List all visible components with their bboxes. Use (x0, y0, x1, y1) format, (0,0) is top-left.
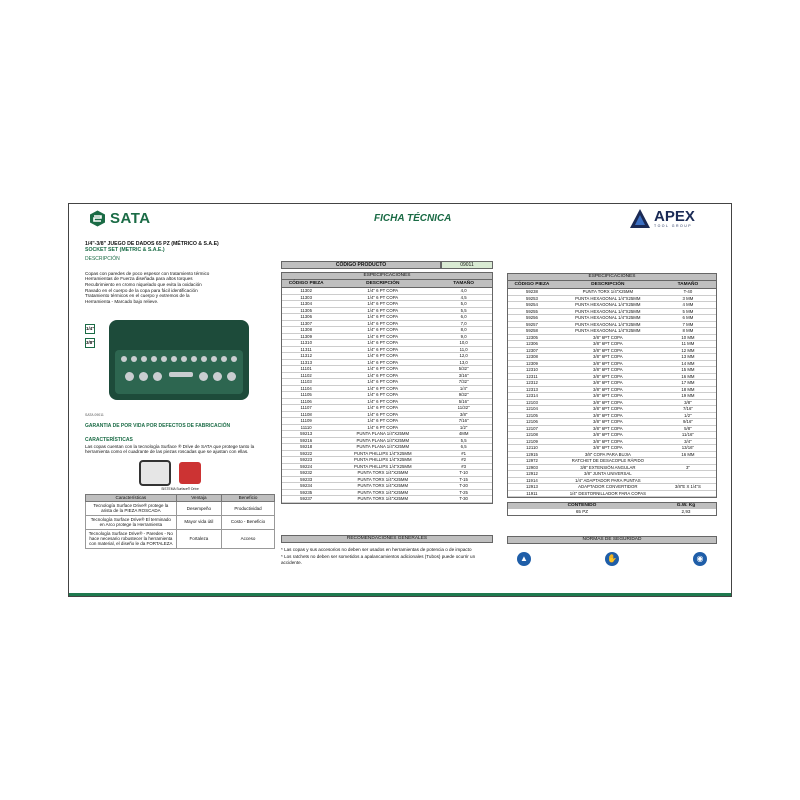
table-cell: 1/4" 6 PT COPA (330, 398, 435, 405)
table-cell: T-10 (435, 470, 492, 477)
table-cell: Productividad (222, 501, 275, 515)
warranty-text: GARANTIA DE POR VIDA POR DEFECTOS DE FABRICACIÓN (85, 423, 231, 430)
table-cell: 1/4" 6 PT COPA (330, 314, 435, 321)
table-cell: 59256 (508, 315, 556, 322)
safety-rules (507, 536, 717, 566)
table-cell: PUNTA PLANA 1/4"X25MM (330, 437, 435, 444)
table-cell: 12107 (508, 425, 556, 432)
table-header: TAMAÑO (660, 281, 716, 289)
table-header-row (86, 495, 275, 502)
table-cell: 12,0 (435, 353, 492, 360)
table-cell: PUNTA HEXAGONAL 1/4"X25MM (556, 315, 660, 322)
table-cell: 11304 (282, 301, 330, 308)
brand-name: SATA (110, 210, 151, 227)
features-heading: CARACTERÍSTICAS (85, 436, 133, 443)
table-cell: 1/4" DESTORNILLADOR PARA COPAS (556, 490, 660, 497)
weight-value: 2,93 (681, 509, 691, 514)
description-line: Herramienta - Marcado bajo relieve. (85, 298, 159, 304)
table-cell: 12313 (508, 386, 556, 393)
table-cell: 12103 (508, 399, 556, 406)
table-cell: 59258 (508, 328, 556, 335)
table-cell: #2 (435, 457, 492, 464)
table-header-row (282, 280, 492, 288)
table-cell: PUNTA TORX 1/4"X25MM (330, 489, 435, 496)
product-code-value: 09011 (441, 261, 493, 269)
table-cell: 12310 (508, 367, 556, 374)
page-title: FICHA TÉCNICA (374, 213, 452, 224)
table-cell: 12309 (508, 360, 556, 367)
table-cell: 3/8" 6PT COPA (556, 360, 660, 367)
table-cell: 1/4" 6 PT COPA (330, 340, 435, 347)
table-cell: 8 MM (660, 328, 716, 335)
table-cell: 12314 (508, 393, 556, 400)
table-cell: ADAPTADOR CONVERTIDOR (556, 484, 660, 491)
weight-label: G.W. Kg (676, 503, 696, 508)
table-row (86, 501, 275, 515)
table-cell: 7 MM (660, 321, 716, 328)
specs-right-body (508, 289, 716, 497)
table-cell: 11303 (282, 294, 330, 301)
table-cell: 5 MM (660, 308, 716, 315)
table-cell: 10 MM (660, 334, 716, 341)
table-cell: 1/4" 6 PT COPA (330, 385, 435, 392)
table-cell: 11101 (282, 366, 330, 373)
table-cell: 12305 (508, 334, 556, 341)
description (85, 271, 275, 305)
table-cell: 1/4" ADAPTADOR PARA PUNTAS (556, 477, 660, 484)
footer-bar (69, 593, 731, 596)
table-cell: 1/4" 6 PT COPA (330, 320, 435, 327)
table-cell: 59237 (282, 496, 330, 503)
table-cell: 12913 (508, 484, 556, 491)
table-cell: 5,0 (435, 301, 492, 308)
table-cell: 11108 (282, 411, 330, 418)
product-subtitle: SOCKET SET (METRIC & S.A.E.) (85, 246, 165, 253)
table-cell: 4,0 (435, 288, 492, 295)
contents-label: CONTENIDO (567, 503, 597, 508)
features-text: Las copas cuentan con la tecnología Surface ® Drive de SATA que protege tanto la herramienta como el cuadrante de las piezas roscadas que se ajustan con ellas. (85, 443, 255, 455)
table-cell: 1/4" 6 PT COPA (330, 353, 435, 360)
table-cell: 3/8" 6PT COPA (556, 373, 660, 380)
table-header: DESCRIPCIÓN (330, 280, 435, 288)
recommendation-item: * Las copas y sus accesorios no deben ser usados en herramientas de potencia o de impacto (281, 547, 472, 552)
table-cell: 6,5 (435, 444, 492, 451)
table-cell: 12915 (508, 451, 556, 458)
table-cell: 59255 (508, 308, 556, 315)
product-code-label: CÓDIGO PRODUCTO (281, 261, 441, 269)
recommendations (281, 535, 493, 566)
table-cell: PUNTA HEXAGONAL 1/4"X25MM (556, 328, 660, 335)
table-cell: 3/8" 6PT COPA (556, 445, 660, 452)
table-cell: 11302 (282, 288, 330, 295)
table-cell: 11911 (508, 490, 556, 497)
recommendation-item: * Los ratchets no deben ser sometidos a apalancamientos adicionales (Tubos) puede ocurrir un accidente. (281, 554, 476, 565)
left-column (85, 242, 275, 549)
description-line: Copas con paredes de poco espesor con tratamiento térmico (85, 270, 210, 276)
table-cell: PUNTA HEXAGONAL 1/4"X25MM (556, 302, 660, 309)
table-header-row (508, 281, 716, 289)
table-cell: Tecnología Surface Drive® protege la arista de la PIEZA ROSCADA (86, 501, 177, 515)
table-cell: 12109 (508, 438, 556, 445)
table-cell: PUNTA PLANA 1/4"X25MM (330, 431, 435, 438)
table-cell: 16 MM (660, 451, 716, 458)
table-cell: T-15 (435, 476, 492, 483)
table-cell: Tecnología Surface Drive® - Paredes - No hace necesario robustecer la herramienta con material, el diseño le da FORTALEZA (86, 529, 177, 548)
table-cell: 19 MM (660, 393, 716, 400)
table-cell: 3/8" 6PT COPA (556, 406, 660, 413)
table-cell: T-30 (435, 496, 492, 503)
description-line: Ravado en el cuerpo de la copa para fácil identificación (85, 287, 198, 293)
table-cell: 59213 (282, 431, 330, 438)
table-cell: 1/4" 6 PT COPA (330, 294, 435, 301)
table-cell: #1 (435, 450, 492, 457)
table-cell: 9/32" (435, 392, 492, 399)
table-cell: 59232 (282, 470, 330, 477)
table-cell: 11110 (282, 424, 330, 431)
surface-caption: SISTEMA Surface® Drive (161, 486, 199, 491)
table-cell: 1/4" 6 PT COPA (330, 301, 435, 308)
table-cell: 7/32" (435, 379, 492, 386)
table-cell: 12110 (508, 445, 556, 452)
table-cell: 59224 (282, 463, 330, 470)
table-cell: 6,0 (435, 314, 492, 321)
table-cell: 14 MM (660, 360, 716, 367)
table-cell: 11310 (282, 340, 330, 347)
table-cell: 3/8" 6PT COPA (556, 438, 660, 445)
table-cell: 3/8" 6PT COPA (556, 380, 660, 387)
table-cell: 59233 (282, 476, 330, 483)
table-cell: 3/8" 6PT COPA (556, 341, 660, 348)
table-cell: 1/4" 6 PT COPA (330, 418, 435, 425)
table-cell: 3/8" 6PT COPA (556, 419, 660, 426)
table-cell: 4,5 (435, 294, 492, 301)
table-cell: 7/16" (660, 406, 716, 413)
table-cell: 1/4" 6 PT COPA (330, 366, 435, 373)
table-cell: 3/8" 6PT COPA (556, 367, 660, 374)
description-line: Tratamiento térmicos en el cuerpo y extremos de la (85, 293, 190, 299)
table-cell: 1/4" 6 PT COPA (330, 346, 435, 353)
table-cell: 17 MM (660, 380, 716, 387)
image-caption: SATA 09011 (85, 412, 104, 417)
table-cell: PUNTA HEXAGONAL 1/4"X25MM (556, 295, 660, 302)
drive-badge-three-eighths: 3/8" (85, 338, 95, 348)
gloves-icon: ✋ (605, 552, 619, 566)
table-cell: PUNTA PLANA 1/4"X25MM (330, 444, 435, 451)
right-column (507, 273, 717, 516)
table-cell: 11104 (282, 385, 330, 392)
product-code (281, 261, 493, 269)
apex-logo (629, 208, 695, 230)
table-cell: 1/4" 6 PT COPA (330, 379, 435, 386)
table-cell: 11313 (282, 359, 330, 366)
table-cell: 13/16" (660, 445, 716, 452)
table-cell: 7/16" (435, 418, 492, 425)
table-cell: 13 MM (660, 354, 716, 361)
contents-row (508, 509, 716, 515)
table-cell: PUNTA HEXAGONAL 1/4"X25MM (556, 308, 660, 315)
table-cell: 12903 (508, 464, 556, 471)
table-cell: #3 (435, 463, 492, 470)
table-cell: 1/4" (435, 385, 492, 392)
partner-sub: TOOL GROUP (654, 224, 693, 228)
apex-emblem-icon (629, 208, 651, 230)
table-cell: 1/2" (660, 412, 716, 419)
table-row (86, 529, 275, 548)
table-cell: 11105 (282, 392, 330, 399)
table-cell: 11102 (282, 372, 330, 379)
table-cell: 12308 (508, 354, 556, 361)
safety-heading: NORMAS DE SEGURIDAD (507, 536, 717, 544)
table-cell: 1/4" 6 PT COPA (330, 359, 435, 366)
specs-heading: ESPECIFICACIONES (508, 274, 716, 281)
table-cell: 12106 (508, 419, 556, 426)
table-cell: 16 MM (660, 373, 716, 380)
table-cell: 9,0 (435, 333, 492, 340)
table-cell: 59238 (508, 289, 556, 296)
table-cell: 3/8" 6PT COPA (556, 347, 660, 354)
table-cell: PUNTA TORX 1/4"X25MM (330, 496, 435, 503)
contents-value: 65 PZ (575, 509, 589, 514)
table-header: Características (86, 495, 177, 502)
table-cell: 12307 (508, 347, 556, 354)
table-cell: 15 MM (660, 367, 716, 374)
safety-boots-icon: ▲ (517, 552, 531, 566)
table-cell: 7,0 (435, 320, 492, 327)
table-cell: Fortaleza (176, 529, 221, 548)
surface-drive-image (139, 460, 275, 486)
table-cell: 11311 (282, 346, 330, 353)
datasheet (68, 203, 732, 597)
table-cell: 18 MM (660, 386, 716, 393)
table-cell: 3/8" 6PT COPA (556, 334, 660, 341)
table-cell: Costo - Beneficio (222, 515, 275, 529)
table-cell: 12912 (508, 471, 556, 478)
table-cell: 1/4" 6 PT COPA (330, 307, 435, 314)
table-cell: 11106 (282, 398, 330, 405)
table-cell: 3/16" (435, 372, 492, 379)
table-cell: Tecnología Surface Drive® El terminado en Arco protege la Herramienta (86, 515, 177, 529)
table-cell: 6 MM (660, 315, 716, 322)
specs-table-left (281, 272, 493, 504)
table-cell: 59254 (508, 302, 556, 309)
table-cell: 5/8" (660, 425, 716, 432)
table-cell: Desempeño (176, 501, 221, 515)
features-table (85, 494, 275, 548)
table-cell: 5,5 (435, 437, 492, 444)
table-cell: 59223 (282, 457, 330, 464)
table-cell: 3/8" 6PT COPA (556, 425, 660, 432)
sata-emblem-icon (89, 210, 106, 227)
table-cell: 11109 (282, 418, 330, 425)
table-cell: 11312 (282, 353, 330, 360)
table-row (282, 496, 492, 503)
specs-heading: ESPECIFICACIONES (282, 273, 492, 280)
description-line: Herramientas de Fuerza diseñada para altos torques (85, 276, 193, 282)
table-cell: 5,5 (435, 307, 492, 314)
table-cell: 12311 (508, 373, 556, 380)
table-cell: 11,0 (435, 346, 492, 353)
table-cell: 12972 (508, 458, 556, 465)
table-cell: 12108 (508, 432, 556, 439)
table-cell: 10,0 (435, 340, 492, 347)
table-cell: RATCHET DE DESACOPLE RÁPIDO (556, 458, 660, 465)
table-cell: 1/4" 6 PT COPA (330, 424, 435, 431)
table-cell: 3/8" (435, 411, 492, 418)
contents-box (507, 502, 717, 516)
table-cell: 11/32" (435, 405, 492, 412)
table-cell: 1/2" (435, 424, 492, 431)
table-cell: 11307 (282, 320, 330, 327)
table-cell: 1/4" 6 PT COPA (330, 327, 435, 334)
table-cell: 3/8" 6PT COPA (556, 386, 660, 393)
table-cell: 3/8" COPA PARA BUJIA (556, 451, 660, 458)
table-cell: 11309 (282, 333, 330, 340)
table-cell: 1/4" 6 PT COPA (330, 411, 435, 418)
table-cell: 3/8" EXTENSIÓN ANGULAR (556, 464, 660, 471)
table-cell: 3/8" 6PT COPA (556, 412, 660, 419)
description-heading: DESCRIPCIÓN (85, 256, 120, 263)
specs-table-right (507, 273, 717, 498)
table-cell: PUNTA TORX 1/4"X25MM (556, 289, 660, 296)
table-cell: 12104 (508, 406, 556, 413)
table-cell: 11 MM (660, 341, 716, 348)
table-cell: 59234 (282, 483, 330, 490)
table-cell: PUNTA TORX 1/4"X25MM (330, 476, 435, 483)
header-bar (69, 204, 731, 239)
table-cell: 3/8" 6PT COPA (556, 432, 660, 439)
table-cell: 8,0 (435, 327, 492, 334)
table-cell: 11305 (282, 307, 330, 314)
table-cell: Acceso (222, 529, 275, 548)
table-cell: T-40 (660, 289, 716, 296)
table-row (86, 515, 275, 529)
table-cell: PUNTA PHILLIPS 1/4"X25MM (330, 450, 435, 457)
safety-glasses-icon: ◉ (693, 552, 707, 566)
table-cell: 59235 (282, 489, 330, 496)
table-cell: 59257 (508, 321, 556, 328)
table-header: TAMAÑO (435, 280, 492, 288)
table-cell: 11/16" (660, 432, 716, 439)
table-cell: PUNTA PHILLIPS 1/4"X25MM (330, 463, 435, 470)
drive-badge-quarter: 1/4" (85, 324, 95, 334)
table-cell: 59222 (282, 450, 330, 457)
table-cell: T-20 (435, 483, 492, 490)
table-cell: 11306 (282, 314, 330, 321)
table-cell: 12312 (508, 380, 556, 387)
table-cell (660, 490, 716, 497)
table-row (508, 490, 716, 497)
surface-drive-detail (179, 462, 201, 484)
table-cell: 3/8"E X 1/4"S (660, 484, 716, 491)
partner-brand: APEX (654, 208, 695, 225)
table-cell: 3/8" JUNTA UNIVERSAL (556, 471, 660, 478)
table-cell: 11308 (282, 327, 330, 334)
table-cell: 12306 (508, 341, 556, 348)
middle-column (281, 261, 493, 504)
table-cell: PUNTA TORX 1/4"X25MM (330, 470, 435, 477)
table-cell: PUNTA HEXAGONAL 1/4"X25MM (556, 321, 660, 328)
table-cell: 59253 (508, 295, 556, 302)
sata-logo (89, 210, 151, 227)
table-cell: 9/16" (660, 419, 716, 426)
table-cell: 1/4" 6 PT COPA (330, 288, 435, 295)
table-header: Ventaja (176, 495, 221, 502)
table-cell: 3" (660, 464, 716, 471)
description-line: Recubrimiento en cromo niquelado que evita la oxidación (85, 281, 202, 287)
product-title: 1/4"-3/8" JUEGO DE DADOS 65 PZ (MÉTRICO & S.A.E) (85, 241, 219, 247)
table-header: CÓDIGO PIEZA (508, 281, 556, 289)
table-header: CÓDIGO PIEZA (282, 280, 330, 288)
table-cell: 1/4" 6 PT COPA (330, 405, 435, 412)
table-cell: 12105 (508, 412, 556, 419)
table-cell: 1/4" 6 PT COPA (330, 392, 435, 399)
table-cell: 59218 (282, 444, 330, 451)
table-cell: 1/4" 6 PT COPA (330, 372, 435, 379)
table-cell: 1/4" 6 PT COPA (330, 333, 435, 340)
table-cell: Mayor vida útil (176, 515, 221, 529)
table-cell: 59216 (282, 437, 330, 444)
table-cell: 3/8" 6PT COPA (556, 354, 660, 361)
table-header: DESCRIPCIÓN (556, 281, 660, 289)
safety-icons (507, 544, 717, 566)
table-cell: PUNTA PHILLIPS 1/4"X25MM (330, 457, 435, 464)
table-cell: PUNTA TORX 1/4"X25MM (330, 483, 435, 490)
table-cell: 3/4" (660, 438, 716, 445)
ratchet (169, 372, 193, 377)
specs-left-body (282, 288, 492, 503)
table-cell: 3 MM (660, 295, 716, 302)
socket-profile (139, 460, 171, 486)
table-cell: 11103 (282, 379, 330, 386)
table-cell: 5/32" (435, 366, 492, 373)
table-cell: 4MM (435, 431, 492, 438)
table-cell: 11914 (508, 477, 556, 484)
product-image (85, 310, 275, 418)
table-cell: T-25 (435, 489, 492, 496)
table-cell: 3/8" 6PT COPA (556, 399, 660, 406)
table-cell: 5/16" (435, 398, 492, 405)
table-cell: 3/8" (660, 399, 716, 406)
table-cell: 12 MM (660, 347, 716, 354)
table-header: Beneficio (222, 495, 275, 502)
table-cell: 3/8" 6PT COPA (556, 393, 660, 400)
recommendations-heading: RECOMENDACIONES GENERALES (281, 535, 493, 543)
table-cell: 11107 (282, 405, 330, 412)
table-cell: 13,0 (435, 359, 492, 366)
table-cell: 4 MM (660, 302, 716, 309)
